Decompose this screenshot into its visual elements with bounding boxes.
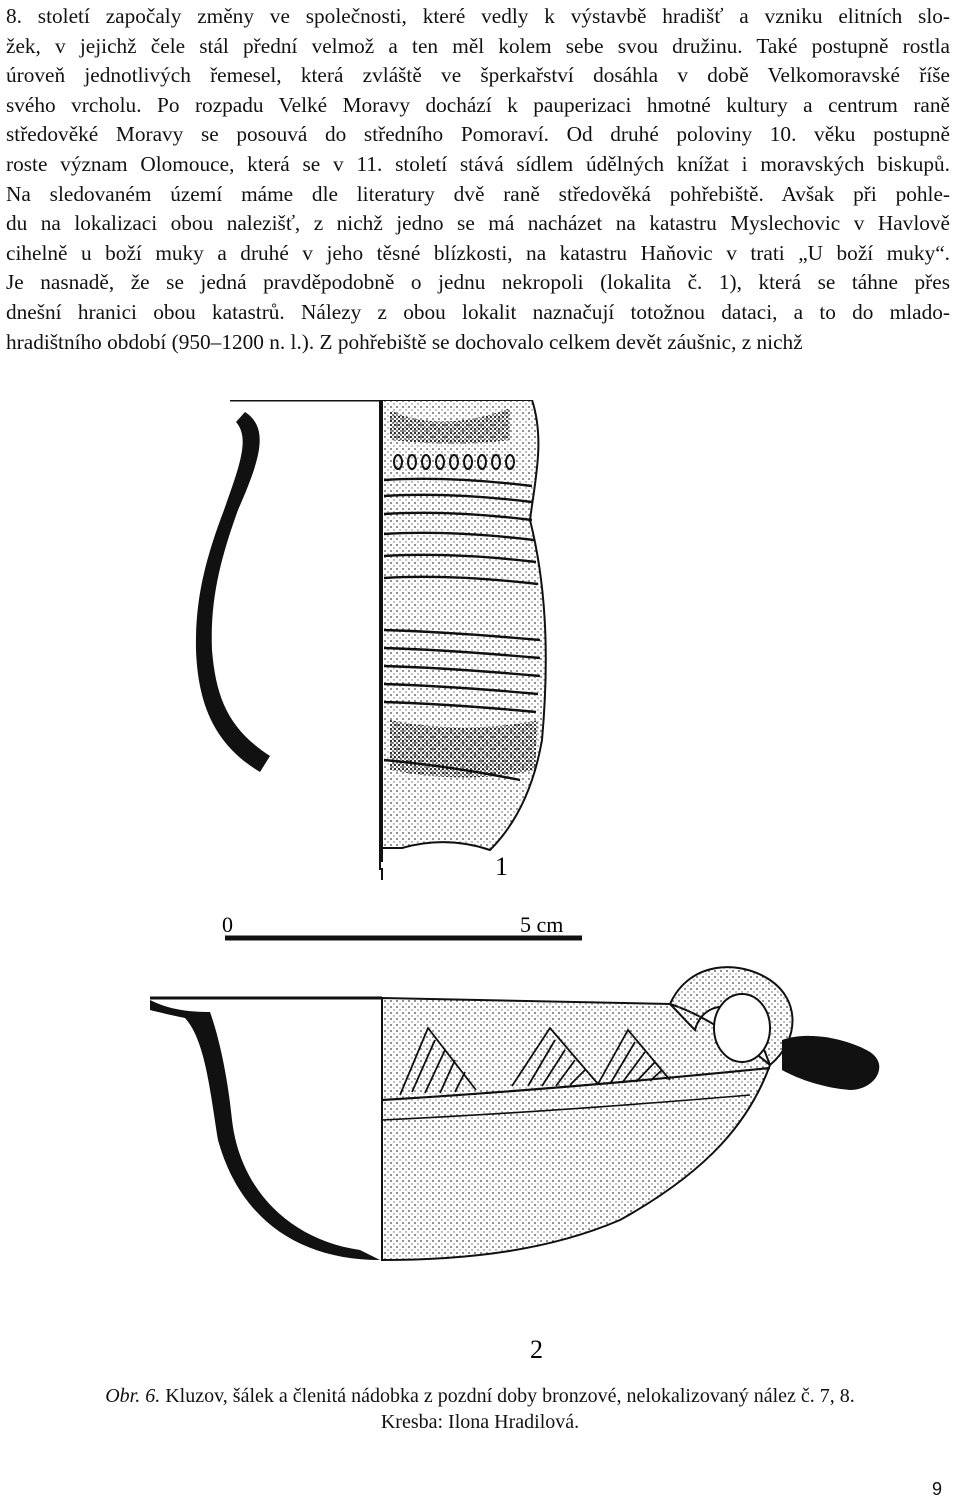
figure-label-2: 2 — [530, 1335, 543, 1364]
body-text-line: úroveň jednotlivých řemesel, která zvláště ve šperkařství dosáhla v době Velkomoravské říše — [6, 63, 950, 88]
body-text-line: středověké Moravy se posouvá do středního Pomoraví. Od druhé poloviny 10. věku postupně — [6, 122, 950, 147]
page-number: 9 — [931, 1479, 942, 1499]
body-text — [6, 2, 950, 357]
body-text-line: roste význam Olomouce, která se v 11. století stává sídlem údělných knížat i moravských biskupů. — [6, 151, 950, 176]
figure-label-1: 1 — [495, 852, 508, 881]
figure-caption — [0, 1383, 960, 1435]
body-text-line: svého vrcholu. Po rozpadu Velké Moravy dochází k pauperizaci hmotné kultury a centrum raně — [6, 92, 950, 117]
body-text-line: cihelně u boží muky a druhé v jeho těsné blízkosti, na katastru Haňovic v trati „U boží muky“. — [6, 240, 950, 265]
body-text-line: Je nasnadě, že se jedná pravděpodobně o jednu nekropoli (lokalita č. 1), která se táhne přes — [6, 270, 950, 295]
scale-start-label: 0 — [222, 912, 233, 937]
vessel-1-surface — [382, 400, 546, 850]
vessel-2-profile — [150, 998, 382, 1260]
scale-end-label: 5 cm — [520, 912, 564, 937]
body-text-line: Na sledovaném území máme dle literatury dvě raně středověká pohřebiště. Avšak při pohle- — [6, 181, 950, 206]
caption-text: Kluzov, šálek a členitá nádobka z pozdní doby bronzové, nelokalizovaný nález č. 7, 8. — [160, 1385, 855, 1407]
caption-credit: Kresba: Ilona Hradilová. — [380, 1411, 580, 1433]
body-text-line: hradištního období (950–1200 n. l.). Z pohřebiště se dochovalo celkem devět záušnic, z nichž — [6, 329, 803, 354]
body-text-line: žek, v jejichž čele stál přední velmož a ten měl kolem sebe svou družinu. Také postupně rostla — [6, 33, 950, 58]
body-text-line: dnešní hranici obou katastrů. Nálezy z obou lokalit naznačují totožnou dataci, a to do mlado- — [6, 299, 950, 324]
vessel-2-surface — [382, 967, 879, 1260]
pottery-drawing-figure — [150, 400, 960, 1380]
caption-figure-number: Obr. 6. — [105, 1385, 161, 1407]
vessel-1-profile — [196, 400, 382, 880]
body-text-line: du na lokalizaci obou nalezišť, z nichž jedno se má nacházet na katastru Myslechovic v Havlově — [6, 211, 950, 236]
scale-bar — [222, 912, 582, 938]
body-text-line: 8. století započaly změny ve společnosti, které vedly k výstavbě hradišť a vzniku elitních slo- — [6, 4, 950, 28]
caption-line-1 — [0, 1383, 960, 1409]
